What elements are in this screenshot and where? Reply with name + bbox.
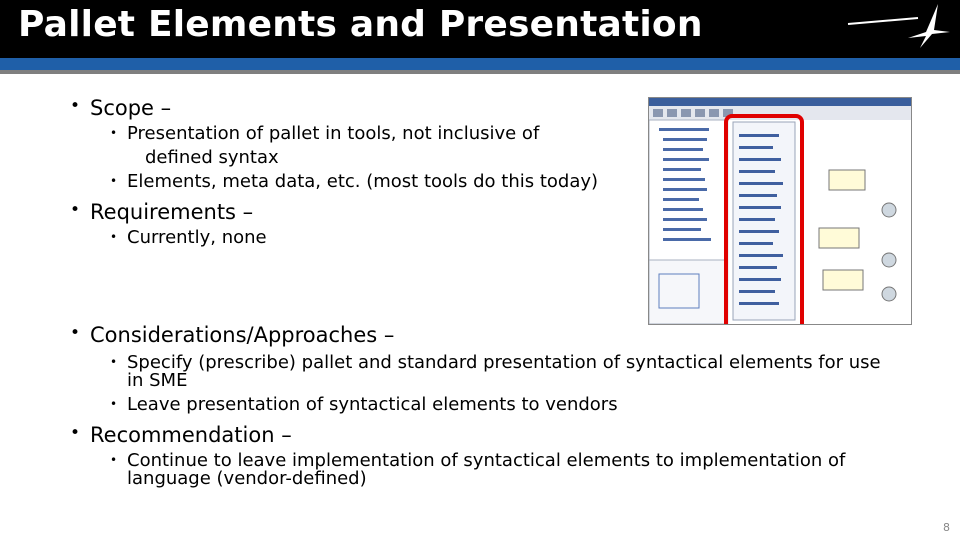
scope-heading: Scope – xyxy=(90,96,172,120)
bullet-dot-icon: • xyxy=(110,355,118,369)
tool-palette-screenshot xyxy=(648,97,912,325)
requirements-item-1: Currently, none xyxy=(127,227,267,248)
bullet-dot-icon: • xyxy=(70,323,81,343)
bullet-dot-icon: • xyxy=(70,200,81,220)
scope-item-1: Presentation of pallet in tools, not inclusive of xyxy=(127,123,540,144)
requirements-heading: Requirements – xyxy=(90,200,254,224)
bullet-dot-icon: • xyxy=(110,126,118,140)
considerations-item-1: Specify (prescribe) pallet and standard presentation of syntactical elements for use xyxy=(127,352,881,373)
tool-palette-screenshot-image xyxy=(649,98,911,324)
bullet-dot-icon: • xyxy=(110,397,118,411)
accent-bar xyxy=(0,58,960,70)
recommendation-heading: Recommendation – xyxy=(90,423,292,447)
scope-item-1-cont: defined syntax xyxy=(145,147,279,168)
divider xyxy=(0,70,960,74)
scope-item-2: Elements, meta data, etc. (most tools do this today) xyxy=(127,171,599,192)
page-number: 8 xyxy=(943,521,950,534)
considerations-item-1-cont: in SME xyxy=(127,370,188,391)
recommendation-item-1: Continue to leave implementation of syntactical elements to implementation of xyxy=(127,450,846,471)
considerations-item-2: Leave presentation of syntactical elements to vendors xyxy=(127,394,618,415)
slide-title: Pallet Elements and Presentation xyxy=(18,4,703,45)
star-logo-icon xyxy=(846,2,956,48)
title-bar xyxy=(0,0,960,58)
bullet-dot-icon: • xyxy=(70,96,81,116)
bullet-dot-icon: • xyxy=(110,174,118,188)
considerations-heading: Considerations/Approaches – xyxy=(90,323,395,347)
recommendation-item-1-cont: language (vendor-defined) xyxy=(127,468,367,489)
bullet-dot-icon: • xyxy=(110,453,118,467)
bullet-dot-icon: • xyxy=(110,230,118,244)
bullet-dot-icon: • xyxy=(70,423,81,443)
